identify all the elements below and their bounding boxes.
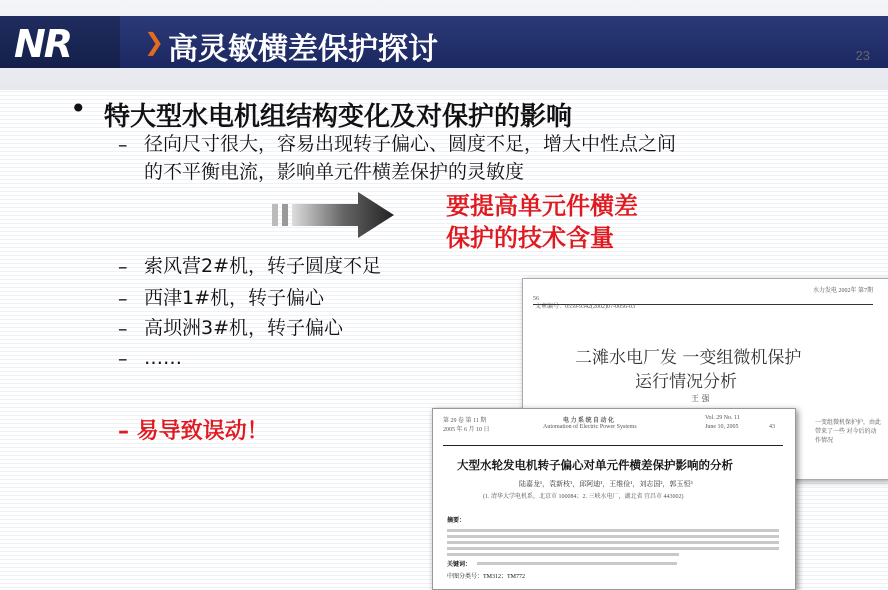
logo-text: NR xyxy=(14,22,72,66)
red-note-line2: 保护的技术含量 xyxy=(446,224,614,252)
doc2-date-left: 2005 年 6 月 10 日 xyxy=(443,427,490,433)
doc2-classification: 中图分类号：TM312；TM772 xyxy=(447,574,526,580)
doc2-page: 43 xyxy=(769,424,775,430)
red-note xyxy=(446,190,638,254)
doc2-abstract xyxy=(447,507,779,559)
doc2-abstract-label: 摘要： xyxy=(447,518,466,524)
title-arrow-icon: ❯ xyxy=(144,28,165,56)
logo xyxy=(0,16,120,68)
paper-scan-2 xyxy=(432,408,796,590)
warning-text: – 易导致误动！ xyxy=(118,419,269,444)
dash-icon: – xyxy=(118,348,128,370)
list-item: 西津1#机，转子偏心 xyxy=(144,287,325,309)
doc2-vol-right: Vol. 29 No. 11 xyxy=(705,415,740,421)
doc2-journal-en: Automation of Electric Power Systems xyxy=(543,424,637,430)
dash-icon: – xyxy=(118,318,128,340)
doc1-side-text: 一变组微机保护护，由此带来了一些 对今后的动作情况 xyxy=(815,420,882,444)
red-note-line1: 要提高单元件横差 xyxy=(446,192,638,220)
doc2-keywords-line xyxy=(477,562,677,565)
main-heading: 特大型水电机组结构变化及对保护的影响 xyxy=(104,102,573,132)
dash-icon: – xyxy=(118,256,128,278)
point1-line1: 径向尺寸很大，容易出现转子偏心、圆度不足，增大中性点之间 xyxy=(144,133,677,155)
warning-label: 易导致误动！ xyxy=(136,419,269,444)
point1-line2: 的不平衡电流，影响单元件横差保护的灵敏度 xyxy=(144,161,525,183)
doc2-date-right: June 10, 2005 xyxy=(705,424,739,430)
doc1-title-line2: 运行情况分析 xyxy=(635,372,737,392)
slide-title: 高灵敏横差保护探讨 xyxy=(168,32,438,67)
doc1-page: 56 xyxy=(533,296,539,302)
list-item: 索风营2#机，转子圆度不足 xyxy=(144,255,382,277)
page-number: 23 xyxy=(855,48,870,63)
doc1-journal: 水力发电 2002年 第7期 xyxy=(812,288,873,294)
dash-icon: – xyxy=(118,134,128,156)
dash-icon: – xyxy=(118,288,128,310)
list-item: …… xyxy=(144,347,182,369)
doc1-author: 王 强 xyxy=(691,394,710,403)
doc2-keywords-label: 关键词： xyxy=(447,562,472,568)
slide-header xyxy=(0,0,888,90)
list-item: 高坝洲3#机，转子偏心 xyxy=(144,317,344,339)
doc2-vol-left: 第 29 卷 第 11 期 xyxy=(443,418,487,424)
bullet-icon: • xyxy=(70,92,87,125)
doc1-article-no: 文章编号：0559-9342(2002)07-0056-03 xyxy=(535,304,635,310)
doc2-affiliation: (1. 清华大学电机系，北京市 100084；2. 三峡水电厂，湖北省 宜昌市 443002) xyxy=(483,494,684,500)
doc1-title-line1: 二滩水电厂发 一变组微机保护 xyxy=(575,348,802,368)
doc2-journal-cn: 电 力 系 统 自 动 化 xyxy=(563,418,615,424)
doc2-authors: 陆嘉龙¹，袁新枝¹，邱阿迪¹，王维俭¹，刘志国²，郭玉恒³ xyxy=(519,480,693,488)
doc2-header xyxy=(443,415,783,446)
doc2-title: 大型水轮发电机转子偏心对单元件横差保护影响的分析 xyxy=(457,458,733,472)
arrow-icon xyxy=(268,190,396,240)
title-bar xyxy=(120,16,888,68)
